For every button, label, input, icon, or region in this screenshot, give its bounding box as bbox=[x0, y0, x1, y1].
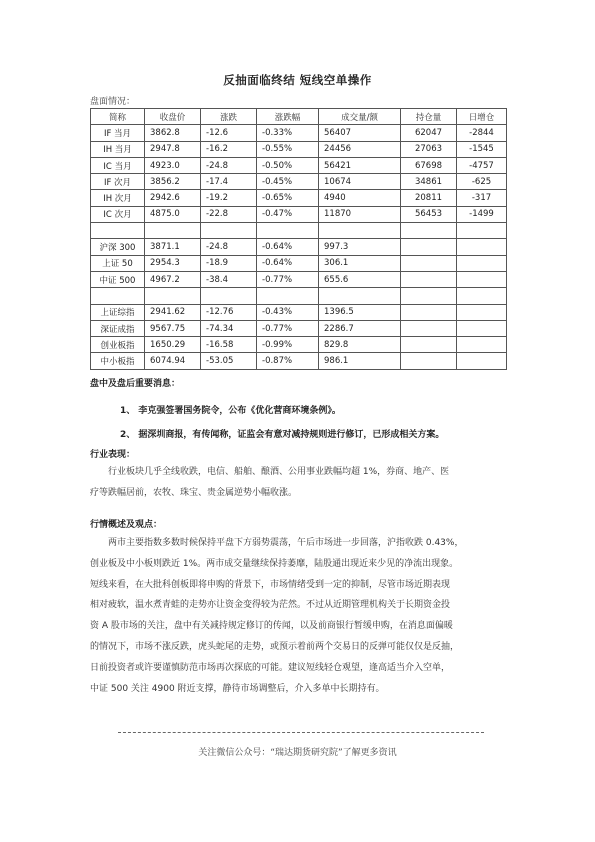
industry-heading: 行业表现： bbox=[90, 450, 136, 460]
table-row bbox=[91, 271, 507, 287]
table-cell: 62047 bbox=[401, 125, 457, 141]
col-header-open-interest: 持仓量 bbox=[401, 109, 457, 125]
table-row bbox=[91, 337, 507, 353]
table-cell: 67698 bbox=[401, 157, 457, 173]
market-label: 盘面情况： bbox=[90, 97, 136, 107]
table-cell: -16.2 bbox=[201, 141, 257, 157]
table-row bbox=[91, 223, 507, 239]
table-cell bbox=[201, 288, 257, 304]
table-cell bbox=[401, 353, 457, 369]
table-cell: 2954.3 bbox=[145, 255, 201, 271]
table-cell: 4940 bbox=[319, 190, 401, 206]
table-cell: 56407 bbox=[319, 125, 401, 141]
table-row bbox=[91, 206, 507, 222]
table-cell: -317 bbox=[457, 190, 507, 206]
table-cell: 2947.8 bbox=[145, 141, 201, 157]
outlook-line-5: 资 A 股市场的关注，盘中有关减持规定修订的传闻，以及前商银行暂缓申购，在消息面偏暖 bbox=[90, 621, 453, 632]
table-row bbox=[91, 288, 507, 304]
outlook-heading: 行情概述及观点： bbox=[90, 520, 163, 530]
table-cell bbox=[401, 223, 457, 239]
table-cell: -19.2 bbox=[201, 190, 257, 206]
table-row bbox=[91, 255, 507, 271]
table-cell: -0.43% bbox=[257, 304, 319, 320]
table-cell: 9567.75 bbox=[145, 320, 201, 336]
table-cell: 1396.5 bbox=[319, 304, 401, 320]
table-cell: 34861 bbox=[401, 174, 457, 190]
table-cell: -74.34 bbox=[201, 320, 257, 336]
table-cell: -16.58 bbox=[201, 337, 257, 353]
table-cell: 3871.1 bbox=[145, 239, 201, 255]
table-cell: 24456 bbox=[319, 141, 401, 157]
table-cell: 56453 bbox=[401, 206, 457, 222]
table-cell: 56421 bbox=[319, 157, 401, 173]
outlook-line-8: 中证 500 关注 4900 附近支撑，静待市场调整后，介入多单中长期持有。 bbox=[90, 683, 385, 694]
table-cell: -0.77% bbox=[257, 320, 319, 336]
table-cell: -0.77% bbox=[257, 271, 319, 287]
outlook-line-4: 相对疲软，温水煮青蛙的走势亦让资金变得较为茫然。不过从近期管理机构关于长期资金投 bbox=[90, 600, 451, 611]
industry-paragraph bbox=[90, 462, 508, 504]
table-cell: 上证综指 bbox=[91, 304, 145, 320]
table-cell bbox=[91, 223, 145, 239]
table-cell: 655.6 bbox=[319, 271, 401, 287]
table-row bbox=[91, 304, 507, 320]
table-cell: -2844 bbox=[457, 125, 507, 141]
table-row bbox=[91, 190, 507, 206]
table-cell: 11870 bbox=[319, 206, 401, 222]
table-cell: -12.76 bbox=[201, 304, 257, 320]
table-row bbox=[91, 141, 507, 157]
table-cell: 4875.0 bbox=[145, 206, 201, 222]
table-cell: 创业板指 bbox=[91, 337, 145, 353]
table-cell bbox=[145, 223, 201, 239]
table-cell: 27063 bbox=[401, 141, 457, 157]
news-item-1: 1、 李克强签署国务院令，公布《优化营商环境条例》。 bbox=[120, 406, 341, 416]
table-cell: 深证成指 bbox=[91, 320, 145, 336]
table-cell bbox=[457, 255, 507, 271]
table-cell: -53.05 bbox=[201, 353, 257, 369]
table-cell bbox=[401, 337, 457, 353]
table-cell: 306.1 bbox=[319, 255, 401, 271]
table-cell: -0.64% bbox=[257, 239, 319, 255]
table-cell: 997.3 bbox=[319, 239, 401, 255]
table-cell: 6074.94 bbox=[145, 353, 201, 369]
table-cell: IH 次月 bbox=[91, 190, 145, 206]
table-cell: -0.55% bbox=[257, 141, 319, 157]
table-cell bbox=[401, 271, 457, 287]
table-cell: -0.47% bbox=[257, 206, 319, 222]
table-cell: 中小板指 bbox=[91, 353, 145, 369]
table-cell: 4923.0 bbox=[145, 157, 201, 173]
table-cell bbox=[401, 304, 457, 320]
industry-line-1: 行业板块几乎全线收跌，电信、船舶、酿酒、公用事业跌幅均超 1%，券商、地产、医 bbox=[108, 467, 450, 477]
table-cell: -0.45% bbox=[257, 174, 319, 190]
outlook-paragraph bbox=[90, 533, 508, 699]
table-cell: -18.9 bbox=[201, 255, 257, 271]
table-cell bbox=[457, 271, 507, 287]
table-cell: -0.33% bbox=[257, 125, 319, 141]
table-cell: IH 当月 bbox=[91, 141, 145, 157]
table-cell: -1499 bbox=[457, 206, 507, 222]
table-cell: -1545 bbox=[457, 141, 507, 157]
market-table bbox=[90, 108, 507, 370]
col-header-close: 收盘价 bbox=[145, 109, 201, 125]
table-cell bbox=[457, 288, 507, 304]
table-cell: IF 当月 bbox=[91, 125, 145, 141]
footer-divider bbox=[118, 732, 484, 733]
table-row bbox=[91, 174, 507, 190]
table-cell bbox=[257, 288, 319, 304]
table-cell: -24.8 bbox=[201, 239, 257, 255]
table-cell: 3856.2 bbox=[145, 174, 201, 190]
table-cell bbox=[401, 288, 457, 304]
table-cell bbox=[257, 223, 319, 239]
table-cell bbox=[401, 255, 457, 271]
table-cell bbox=[319, 223, 401, 239]
table-cell bbox=[145, 288, 201, 304]
table-cell bbox=[91, 288, 145, 304]
industry-line-2: 疗等跌幅居前，农牧、珠宝、贵金属逆势小幅收涨。 bbox=[90, 487, 298, 498]
outlook-line-3: 短线来看，在大批科创板即将申购的背景下，市场情绪受到一定的抑制，尽管市场近期表现 bbox=[90, 579, 451, 590]
table-cell bbox=[457, 223, 507, 239]
table-cell bbox=[319, 288, 401, 304]
table-cell: 3862.8 bbox=[145, 125, 201, 141]
table-cell: -12.6 bbox=[201, 125, 257, 141]
outlook-line-2: 创业板及中小板则跌近 1%。两市成交量继续保持萎靡，陆股通出现近来少见的净流出现象。 bbox=[90, 558, 459, 569]
table-cell: 986.1 bbox=[319, 353, 401, 369]
table-header-row bbox=[91, 109, 507, 125]
table-cell bbox=[457, 304, 507, 320]
table-cell: -24.8 bbox=[201, 157, 257, 173]
table-cell bbox=[457, 320, 507, 336]
table-cell bbox=[401, 239, 457, 255]
outlook-line-6: 的情况下，市场不涨反跌，虎头蛇尾的走势，或预示着前两个交易日的反弹可能仅仅是反抽， bbox=[90, 641, 460, 652]
table-cell: -0.87% bbox=[257, 353, 319, 369]
table-row bbox=[91, 239, 507, 255]
table-cell: 4967.2 bbox=[145, 271, 201, 287]
table-cell: 10674 bbox=[319, 174, 401, 190]
table-cell: -38.4 bbox=[201, 271, 257, 287]
table-row bbox=[91, 353, 507, 369]
table-cell bbox=[401, 320, 457, 336]
table-cell: -0.64% bbox=[257, 255, 319, 271]
table-row bbox=[91, 157, 507, 173]
col-header-oi-change: 日增仓 bbox=[457, 109, 507, 125]
footer-note: 关注微信公众号：“瑞达期货研究院”了解更多资讯 bbox=[198, 748, 397, 758]
table-cell: 2286.7 bbox=[319, 320, 401, 336]
table-cell bbox=[457, 337, 507, 353]
col-header-volume: 成交量/额 bbox=[319, 109, 401, 125]
table-cell: 沪深 300 bbox=[91, 239, 145, 255]
report-title: 反抽面临终结 短线空单操作 bbox=[223, 73, 372, 87]
table-cell: -0.99% bbox=[257, 337, 319, 353]
col-header-change: 涨跌 bbox=[201, 109, 257, 125]
table-cell: -22.8 bbox=[201, 206, 257, 222]
outlook-line-1: 两市主要指数多数时候保持平盘下方弱势震荡，午后市场进一步回落，沪指收跌 0.43%， bbox=[108, 538, 464, 548]
news-item-2: 2、 据深圳商报，有传闻称，证监会有意对减持规则进行修订，已形成相关方案。 bbox=[120, 430, 445, 440]
table-cell: 中证 500 bbox=[91, 271, 145, 287]
table-cell bbox=[201, 223, 257, 239]
table-cell: IF 次月 bbox=[91, 174, 145, 190]
table-cell: 20811 bbox=[401, 190, 457, 206]
table-cell: -0.50% bbox=[257, 157, 319, 173]
table-cell bbox=[457, 353, 507, 369]
table-cell: 2941.62 bbox=[145, 304, 201, 320]
col-header-name: 简称 bbox=[91, 109, 145, 125]
table-cell: IC 次月 bbox=[91, 206, 145, 222]
table-cell: 829.8 bbox=[319, 337, 401, 353]
table-cell bbox=[457, 239, 507, 255]
table-cell: IC 当月 bbox=[91, 157, 145, 173]
col-header-change-pct: 涨跌幅 bbox=[257, 109, 319, 125]
news-heading: 盘中及盘后重要消息： bbox=[90, 379, 181, 389]
outlook-line-7: 日前投资者或许要谨慎防范市场再次探底的可能。建议短线轻仓观望，逢高适当介入空单， bbox=[90, 662, 451, 673]
table-cell: -4757 bbox=[457, 157, 507, 173]
table-cell: -0.65% bbox=[257, 190, 319, 206]
table-row bbox=[91, 320, 507, 336]
table-cell: 1650.29 bbox=[145, 337, 201, 353]
table-cell: 上证 50 bbox=[91, 255, 145, 271]
table-cell: -17.4 bbox=[201, 174, 257, 190]
table-row bbox=[91, 125, 507, 141]
table-cell: 2942.6 bbox=[145, 190, 201, 206]
table-cell: -625 bbox=[457, 174, 507, 190]
